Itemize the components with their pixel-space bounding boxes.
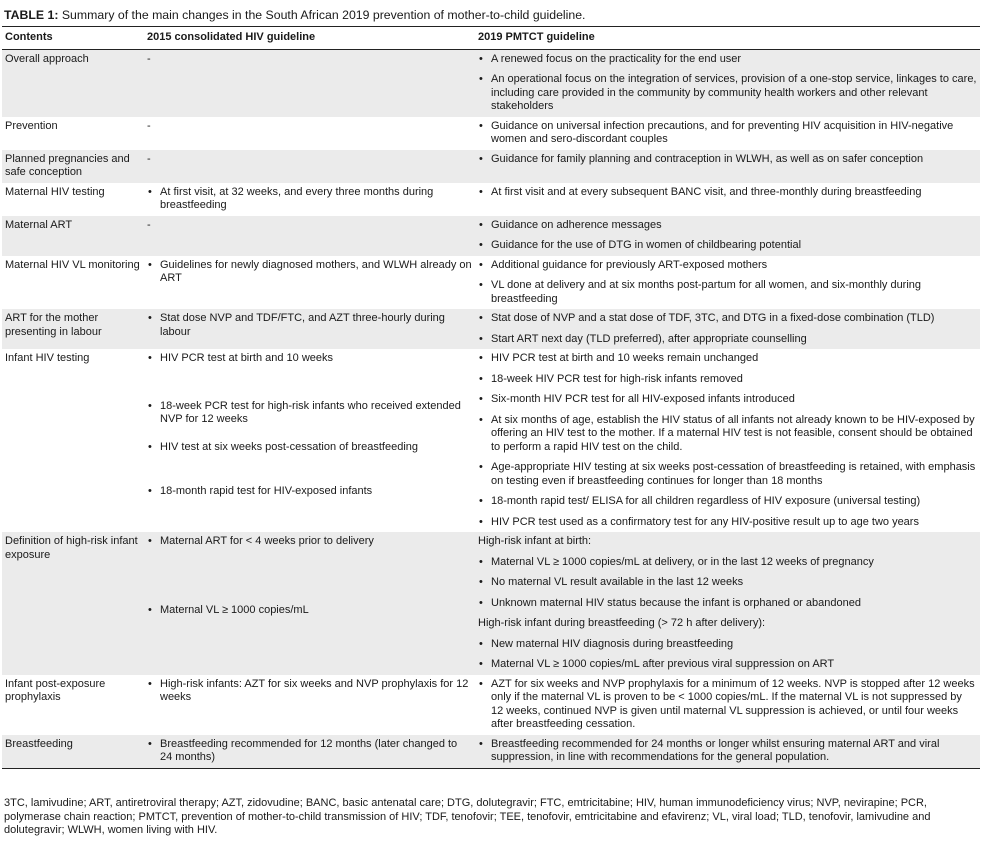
list-item: • Maternal VL ≥ 1000 copies/mL after previous viral suppression on ART (478, 658, 977, 672)
cell-2015 (144, 735, 475, 769)
cell-2015 (144, 256, 475, 310)
list-item: • At first visit, at 32 weeks, and every three months during breastfeeding (147, 186, 472, 213)
row-label: Maternal HIV VL monitoring (5, 258, 140, 271)
list-item: • Maternal ART for < 4 weeks prior to delivery (147, 535, 472, 549)
table-row (2, 150, 980, 183)
cell-2015: - (144, 150, 475, 183)
row-label: Overall approach (2, 49, 144, 117)
row-label: Prevention (5, 119, 58, 132)
list-item: • Age-appropriate HIV testing at six weeks post-cessation of breastfeeding is retained, with emphasis on testing even if breastfeeding continues for longer than 18 months (478, 461, 977, 488)
list-item: • A renewed focus on the practicality for the end user (478, 53, 977, 67)
list-item: • An operational focus on the integration of services, provision of a one-stop service, linkages to care, including care provided in the community by community health workers and other relevant stakeholders (478, 73, 977, 114)
table-caption (4, 8, 585, 22)
row-label: Maternal HIV testing (5, 185, 105, 198)
list-item: • HIV PCR test used as a confirmatory test for any HIV-positive result up to age two years (478, 516, 977, 530)
list-item: • 18-month rapid test for HIV-exposed infants (147, 485, 472, 499)
list-item: • Maternal VL ≥ 1000 copies/mL at delivery, or in the last 12 weeks of pregnancy (478, 556, 977, 570)
list-item: • 18-week HIV PCR test for high-risk infants removed (478, 373, 977, 387)
list-item: • At first visit and at every subsequent BANC visit, and three-monthly during breastfeeding (478, 186, 977, 200)
list-item: • HIV PCR test at birth and 10 weeks remain unchanged (478, 352, 977, 366)
list-item: • Guidance for the use of DTG in women of childbearing potential (478, 239, 977, 253)
list-item: • Additional guidance for previously ART-exposed mothers (478, 259, 977, 273)
cell-2015 (144, 532, 475, 675)
list-item: • Guidance on adherence messages (478, 219, 977, 233)
row-label: ART for the mother presenting in labour (2, 309, 144, 349)
cell-2015: - (144, 49, 475, 117)
list-item: • At six months of age, establish the HIV status of all infants not already known to be HIV-exposed by offering an HIV test to the mother. If a maternal HIV test is not feasible, consent should be obtained to perform a rapid HIV test on the child. (478, 414, 977, 455)
list-item: • Six-month HIV PCR test for all HIV-exposed infants introduced (478, 393, 977, 407)
subheading-at-birth: High-risk infant at birth: (478, 535, 592, 547)
cell-2015 (144, 675, 475, 735)
cell-2019 (475, 150, 980, 183)
list-item: • Stat dose of NVP and a stat dose of TDF, 3TC, and DTG in a fixed-dose combination (TLD) (478, 312, 977, 326)
list-item: • Unknown maternal HIV status because the infant is orphaned or abandoned (478, 597, 977, 611)
row-label: Infant post-exposure prophylaxis (5, 677, 106, 703)
header-contents: Contents (2, 27, 144, 50)
table-row (2, 349, 980, 532)
row-label: Planned pregnancies and safe conception (2, 150, 144, 183)
list-item: • HIV PCR test at birth and 10 weeks (147, 352, 472, 366)
table-row (2, 49, 980, 117)
list-item: • 18-month rapid test/ ELISA for all children regardless of HIV exposure (universal testing) (478, 495, 977, 509)
table-row (2, 675, 980, 735)
table-row (2, 256, 980, 310)
cell-2015 (144, 309, 475, 349)
list-item: • Start ART next day (TLD preferred), after appropriate counselling (478, 333, 977, 347)
row-label: Definition of high-risk infant exposure (2, 532, 144, 675)
table-row (2, 216, 980, 256)
list-item: • No maternal VL result available in the last 12 weeks (478, 576, 977, 590)
row-label: Infant HIV testing (5, 352, 90, 364)
cell-2019 (475, 183, 980, 216)
list-item: • New maternal HIV diagnosis during breastfeeding (478, 638, 977, 652)
table-row (2, 309, 980, 349)
cell-2019 (475, 256, 980, 310)
cell-2019 (475, 117, 980, 150)
list-item: • VL done at delivery and at six months post-partum for all women, and six-monthly during breastfeeding (478, 279, 977, 306)
abbreviations-footnote: 3TC, lamivudine; ART, antiretroviral therapy; AZT, zidovudine; BANC, basic antenatal care; DTG, dolutegravir; FTC, emtricitabine; HIV, human immunodeficiency virus; NVP, nevirapine; PCR, polymerase chain reaction; PMTCT, prevention of mother-to-child transmission of HIV; TDF, tenofovir; TEE, tenofovir, emtricitabine and efavirenz; VL, viral load; TLD, tenofovir, lamivudine and dolutegravir; WLWH, women living with HIV. (4, 797, 931, 837)
cell-2015: - (144, 216, 475, 256)
cell-2019 (475, 735, 980, 769)
subheading-breastfeeding: High-risk infant during breastfeeding (> 72 h after delivery): (478, 617, 766, 629)
cell-2019 (475, 675, 980, 735)
cell-2015 (144, 349, 475, 532)
cell-2019 (475, 216, 980, 256)
list-item: • Guidance for family planning and contraception in WLWH, as well as on safer conception (478, 153, 977, 167)
cell-2015: - (147, 119, 151, 132)
table-caption-label: TABLE 1: (4, 8, 59, 22)
list-item: • AZT for six weeks and NVP prophylaxis for a minimum of 12 weeks. NVP is stopped after 12 weeks only if the maternal VL is proven to be < 1000 copies/mL. If the maternal VL is not suppressed by 12 weeks, continued NVP is given until maternal VL suppression is achieved, or until four weeks after breastfeeding cessation. (478, 678, 977, 732)
list-item: • 18-week PCR test for high-risk infants who received extended NVP for 12 weeks (147, 400, 472, 427)
list-item: • Stat dose NVP and TDF/FTC, and AZT three-hourly during labour (147, 312, 472, 339)
row-label: Breastfeeding (2, 735, 144, 769)
cell-2019 (475, 532, 980, 675)
header-2015: 2015 consolidated HIV guideline (144, 27, 475, 50)
list-item: • Guidelines for newly diagnosed mothers, and WLWH already on ART (147, 259, 472, 286)
cell-2019 (475, 349, 980, 532)
list-item: • Maternal VL ≥ 1000 copies/mL (147, 604, 472, 618)
list-item: • HIV test at six weeks post-cessation of breastfeeding (147, 441, 472, 455)
table-row (2, 117, 980, 150)
header-2019: 2019 PMTCT guideline (475, 27, 980, 50)
cell-2015 (144, 183, 475, 216)
guideline-table (2, 26, 980, 769)
cell-2019 (475, 49, 980, 117)
table-header-row (2, 27, 980, 50)
list-item: • High-risk infants: AZT for six weeks and NVP prophylaxis for 12 weeks (147, 678, 472, 705)
list-item: • Breastfeeding recommended for 24 months or longer whilst ensuring maternal ART and viral suppression, in line with recommendations for the general population. (478, 738, 977, 765)
row-label: Maternal ART (2, 216, 144, 256)
list-item: • Breastfeeding recommended for 12 months (later changed to 24 months) (147, 738, 472, 765)
table-row (2, 735, 980, 769)
cell-2019 (475, 309, 980, 349)
table-caption-text: Summary of the main changes in the South African 2019 prevention of mother-to-child guideline. (61, 8, 586, 22)
table-row (2, 183, 980, 216)
table-row (2, 532, 980, 675)
list-item: • Guidance on universal infection precautions, and for preventing HIV acquisition in HIV-negative women and sero-discordant couples (478, 120, 977, 147)
